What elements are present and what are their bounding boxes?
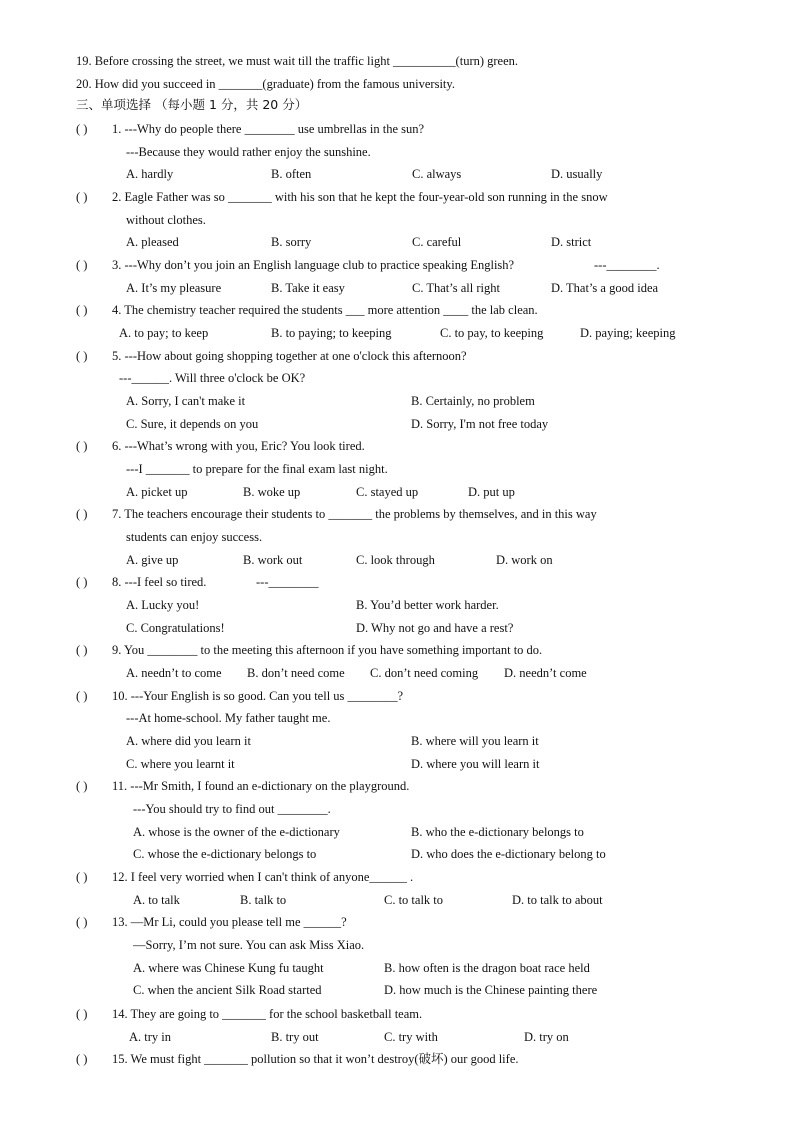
question-9 [76, 642, 542, 658]
section-title: 三、单项选择 （每小题 1 分，共 20 分） [76, 97, 308, 112]
option-a[interactable]: A. where was Chinese Kung fu taught [133, 961, 324, 975]
question-cont: ---At home-school. My father taught me. [126, 711, 331, 725]
option-d[interactable]: D. try on [524, 1030, 569, 1044]
option-c[interactable]: C. Congratulations! [126, 621, 225, 635]
option-c[interactable]: C. don’t need coming [370, 666, 479, 680]
question-cont: without clothes. [126, 213, 206, 227]
option-c[interactable]: C. whose the e-dictionary belongs to [133, 847, 317, 861]
question-cont: —Sorry, I’m not sure. You can ask Miss Xiao. [133, 938, 365, 952]
option-b[interactable]: B. talk to [240, 893, 287, 907]
question-stem: 7. The teachers encourage their students to _______ the problems by themselves, and in this way [112, 507, 597, 521]
option-b[interactable]: B. don’t need come [247, 666, 345, 680]
option-c[interactable]: C. stayed up [356, 485, 419, 499]
answer-blank[interactable]: ( ) [76, 779, 88, 793]
option-b[interactable]: B. where will you learn it [411, 734, 539, 748]
option-d[interactable]: D. who does the e-dictionary belong to [411, 847, 606, 861]
question-stem: 9. You ________ to the meeting this afternoon if you have something important to do. [112, 643, 543, 657]
option-b[interactable]: B. You’d better work harder. [356, 598, 499, 612]
option-d[interactable]: D. paying; keeping [580, 326, 676, 340]
option-a[interactable]: A. hardly [126, 167, 174, 181]
answer-blank[interactable]: ( ) [76, 122, 88, 136]
question-11 [76, 778, 409, 794]
option-c[interactable]: C. where you learnt it [126, 757, 235, 771]
question-stem: 1. ---Why do people there ________ use umbrellas in the sun? [112, 122, 425, 136]
question-10 [76, 688, 403, 704]
question-14 [76, 1006, 422, 1022]
option-c[interactable]: C. to pay, to keeping [440, 326, 544, 340]
question-stem: 13. —Mr Li, could you please tell me ______? [112, 915, 347, 929]
option-b[interactable]: B. often [271, 167, 312, 181]
answer-blank[interactable]: ( ) [76, 915, 88, 929]
question-1 [76, 121, 424, 137]
option-b[interactable]: B. sorry [271, 235, 312, 249]
question-cont: students can enjoy success. [126, 530, 263, 544]
option-d[interactable]: D. put up [468, 485, 515, 499]
question-3 [76, 257, 514, 273]
option-c[interactable]: C. when the ancient Silk Road started [133, 983, 322, 997]
option-a[interactable]: A. give up [126, 553, 179, 567]
option-c[interactable]: C. always [412, 167, 462, 181]
question-stem: 11. ---Mr Smith, I found an e-dictionary on the playground. [112, 779, 410, 793]
fill-item-20: 20. How did you succeed in _______(graduate) from the famous university. [76, 77, 455, 91]
option-d[interactable]: D. strict [551, 235, 592, 249]
question-13 [76, 914, 347, 930]
question-cont: ---______. Will three o'clock be OK? [119, 371, 306, 385]
question-stem: 14. They are going to _______ for the school basketball team. [112, 1007, 423, 1021]
question-8 [76, 574, 206, 590]
option-d[interactable]: D. how much is the Chinese painting there [384, 983, 598, 997]
answer-blank[interactable]: ( ) [76, 349, 88, 363]
question-stem: 15. We must fight _______ pollution so that it won’t destroy(破坏) our good life. [112, 1052, 519, 1066]
question-stem: 2. Eagle Father was so _______ with his son that he kept the four-year-old son running in the snow [112, 190, 608, 204]
question-5 [76, 348, 467, 364]
option-d[interactable]: D. That’s a good idea [551, 281, 659, 295]
option-b[interactable]: B. Certainly, no problem [411, 394, 535, 408]
option-b[interactable]: B. who the e-dictionary belongs to [411, 825, 584, 839]
option-c[interactable]: C. look through [356, 553, 435, 567]
question-7 [76, 506, 597, 522]
question-stem: 3. ---Why don’t you join an English language club to practice speaking English? [112, 258, 515, 272]
option-d[interactable]: D. work on [496, 553, 553, 567]
option-a[interactable]: A. to pay; to keep [119, 326, 209, 340]
option-c[interactable]: C. try with [384, 1030, 438, 1044]
question-6 [76, 438, 365, 454]
question-stem: 5. ---How about going shopping together at one o'clock this afternoon? [112, 349, 467, 363]
option-c[interactable]: C. careful [412, 235, 462, 249]
option-c[interactable]: C. Sure, it depends on you [126, 417, 259, 431]
fill-item-19: 19. Before crossing the street, we must wait till the traffic light __________(turn) green. [76, 54, 519, 68]
option-a[interactable]: A. Lucky you! [126, 598, 200, 612]
option-a[interactable]: A. needn’t to come [126, 666, 222, 680]
option-d[interactable]: D. Why not go and have a rest? [356, 621, 514, 635]
option-b[interactable]: B. to paying; to keeping [271, 326, 392, 340]
question-stem: 4. The chemistry teacher required the students ___ more attention ____ the lab clean. [112, 303, 538, 317]
question-tail: ---________ [256, 575, 319, 589]
answer-blank[interactable]: ( ) [76, 1052, 88, 1066]
question-stem: 6. ---What’s wrong with you, Eric? You look tired. [112, 439, 365, 453]
option-b[interactable]: B. try out [271, 1030, 319, 1044]
question-stem: 12. I feel very worried when I can't think of anyone______ . [112, 870, 414, 884]
question-stem: 10. ---Your English is so good. Can you tell us ________? [112, 689, 404, 703]
question-cont: ---Because they would rather enjoy the sunshine. [126, 145, 371, 159]
option-a[interactable]: A. picket up [126, 485, 188, 499]
option-b[interactable]: B. Take it easy [271, 281, 345, 295]
option-a[interactable]: A. It’s my pleasure [126, 281, 222, 295]
question-tail: ---________. [594, 258, 660, 272]
option-c[interactable]: C. That’s all right [412, 281, 500, 295]
question-cont: ---I _______ to prepare for the final exam last night. [126, 462, 388, 476]
answer-blank[interactable]: ( ) [76, 643, 88, 657]
question-12 [76, 869, 413, 885]
answer-blank[interactable]: ( ) [76, 507, 88, 521]
option-d[interactable]: D. needn’t come [504, 666, 587, 680]
option-b[interactable]: B. work out [243, 553, 303, 567]
question-cont: ---You should try to find out ________. [133, 802, 331, 816]
option-a[interactable]: A. whose is the owner of the e-dictionary [133, 825, 340, 839]
answer-blank[interactable]: ( ) [76, 870, 88, 884]
option-b[interactable]: B. how often is the dragon boat race held [384, 961, 590, 975]
answer-blank[interactable]: ( ) [76, 1007, 88, 1021]
question-stem: 8. ---I feel so tired. [112, 575, 207, 589]
option-d[interactable]: D. usually [551, 167, 603, 181]
answer-blank[interactable]: ( ) [76, 439, 88, 453]
option-a[interactable]: A. try in [129, 1030, 172, 1044]
option-a[interactable]: A. pleased [126, 235, 179, 249]
answer-blank[interactable]: ( ) [76, 258, 88, 272]
question-4 [76, 302, 538, 318]
answer-blank[interactable]: ( ) [76, 689, 88, 703]
answer-blank[interactable]: ( ) [76, 303, 88, 317]
option-c[interactable]: C. to talk to [384, 893, 444, 907]
answer-blank[interactable]: ( ) [76, 190, 88, 204]
option-d[interactable]: D. Sorry, I'm not free today [411, 417, 549, 431]
question-2 [76, 189, 608, 205]
option-a[interactable]: A. to talk [133, 893, 180, 907]
question-15 [76, 1051, 519, 1067]
option-a[interactable]: A. Sorry, I can't make it [126, 394, 246, 408]
answer-blank[interactable]: ( ) [76, 575, 88, 589]
option-a[interactable]: A. where did you learn it [126, 734, 251, 748]
option-b[interactable]: B. woke up [243, 485, 301, 499]
option-d[interactable]: D. to talk to about [512, 893, 603, 907]
option-d[interactable]: D. where you will learn it [411, 757, 540, 771]
